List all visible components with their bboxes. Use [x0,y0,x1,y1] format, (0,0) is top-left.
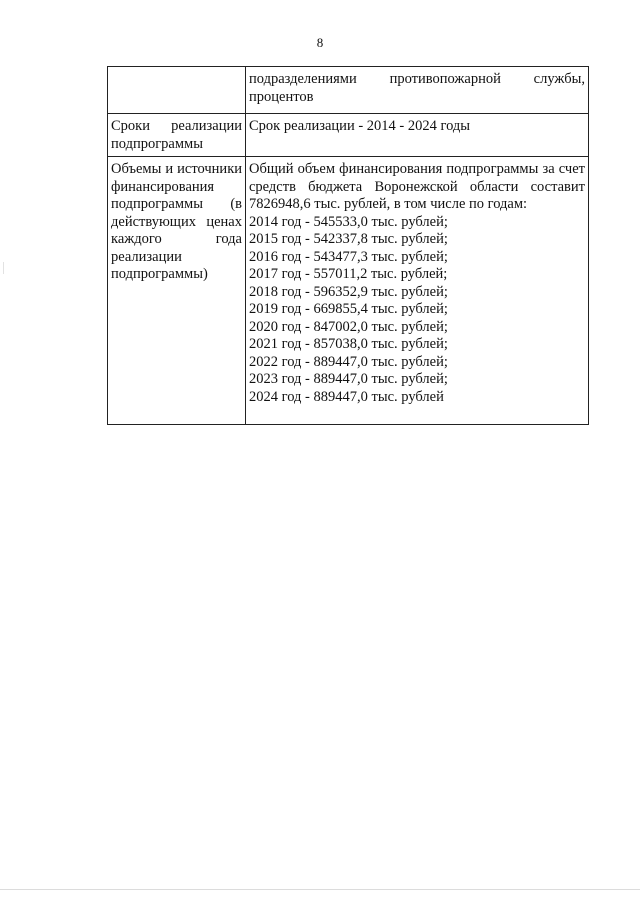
scan-bottom-edge [0,889,640,890]
row2-value-cell [246,114,589,157]
funding-year-item: 2017 год - 557011,2 тыс. рублей; [249,266,448,282]
scan-margin-mark [3,262,4,274]
table-row-funding [108,157,589,425]
subprogram-passport-table [107,66,589,425]
funding-year-item: 2020 год - 847002,0 тыс. рублей; [249,318,448,335]
implementation-period-value: Срок реализации - 2014 - 2024 годы [249,118,471,134]
funding-label: Объемы и источники финансирования подпрограммы (в действующих ценах каждого года реализации подпрограммы) [111,161,242,282]
funding-year-item: 2018 год - 596352,9 тыс. рублей; [249,283,448,300]
row3-label-cell [108,157,246,425]
implementation-period-label: Сроки реализации подпрограммы [111,118,242,152]
funding-year-item: 2024 год - 889447,0 тыс. рублей [249,388,444,405]
funding-years-list [249,214,585,407]
funding-year-item: 2022 год - 889447,0 тыс. рублей; [249,353,448,370]
funding-year-item: 2015 год - 542337,8 тыс. рублей; [249,231,448,247]
row1-label-cell [108,67,246,114]
funding-year-item: 2023 год - 889447,0 тыс. рублей; [249,371,448,387]
funding-year-item: 2019 год - 669855,4 тыс. рублей; [249,301,448,317]
row1-value-cell [246,67,589,114]
page-number: 8 [316,35,324,50]
table-row-implementation-period [108,114,589,157]
funding-year-item: 2014 год - 545533,0 тыс. рублей; [249,213,448,230]
row1-value-text: подразделениями противопожарной службы, процентов [249,71,585,105]
funding-year-item: 2016 год - 543477,3 тыс. рублей; [249,248,448,265]
row3-value-cell [246,157,589,425]
funding-intro: Общий объем финансирования подпрограммы за счет средств бюджета Воронежской области составит 7826948,6 тыс. рублей, в том числе по годам: [249,161,585,212]
table-row-indicator-continuation [108,67,589,114]
row2-label-cell [108,114,246,157]
funding-year-item: 2021 год - 857038,0 тыс. рублей; [249,336,448,352]
